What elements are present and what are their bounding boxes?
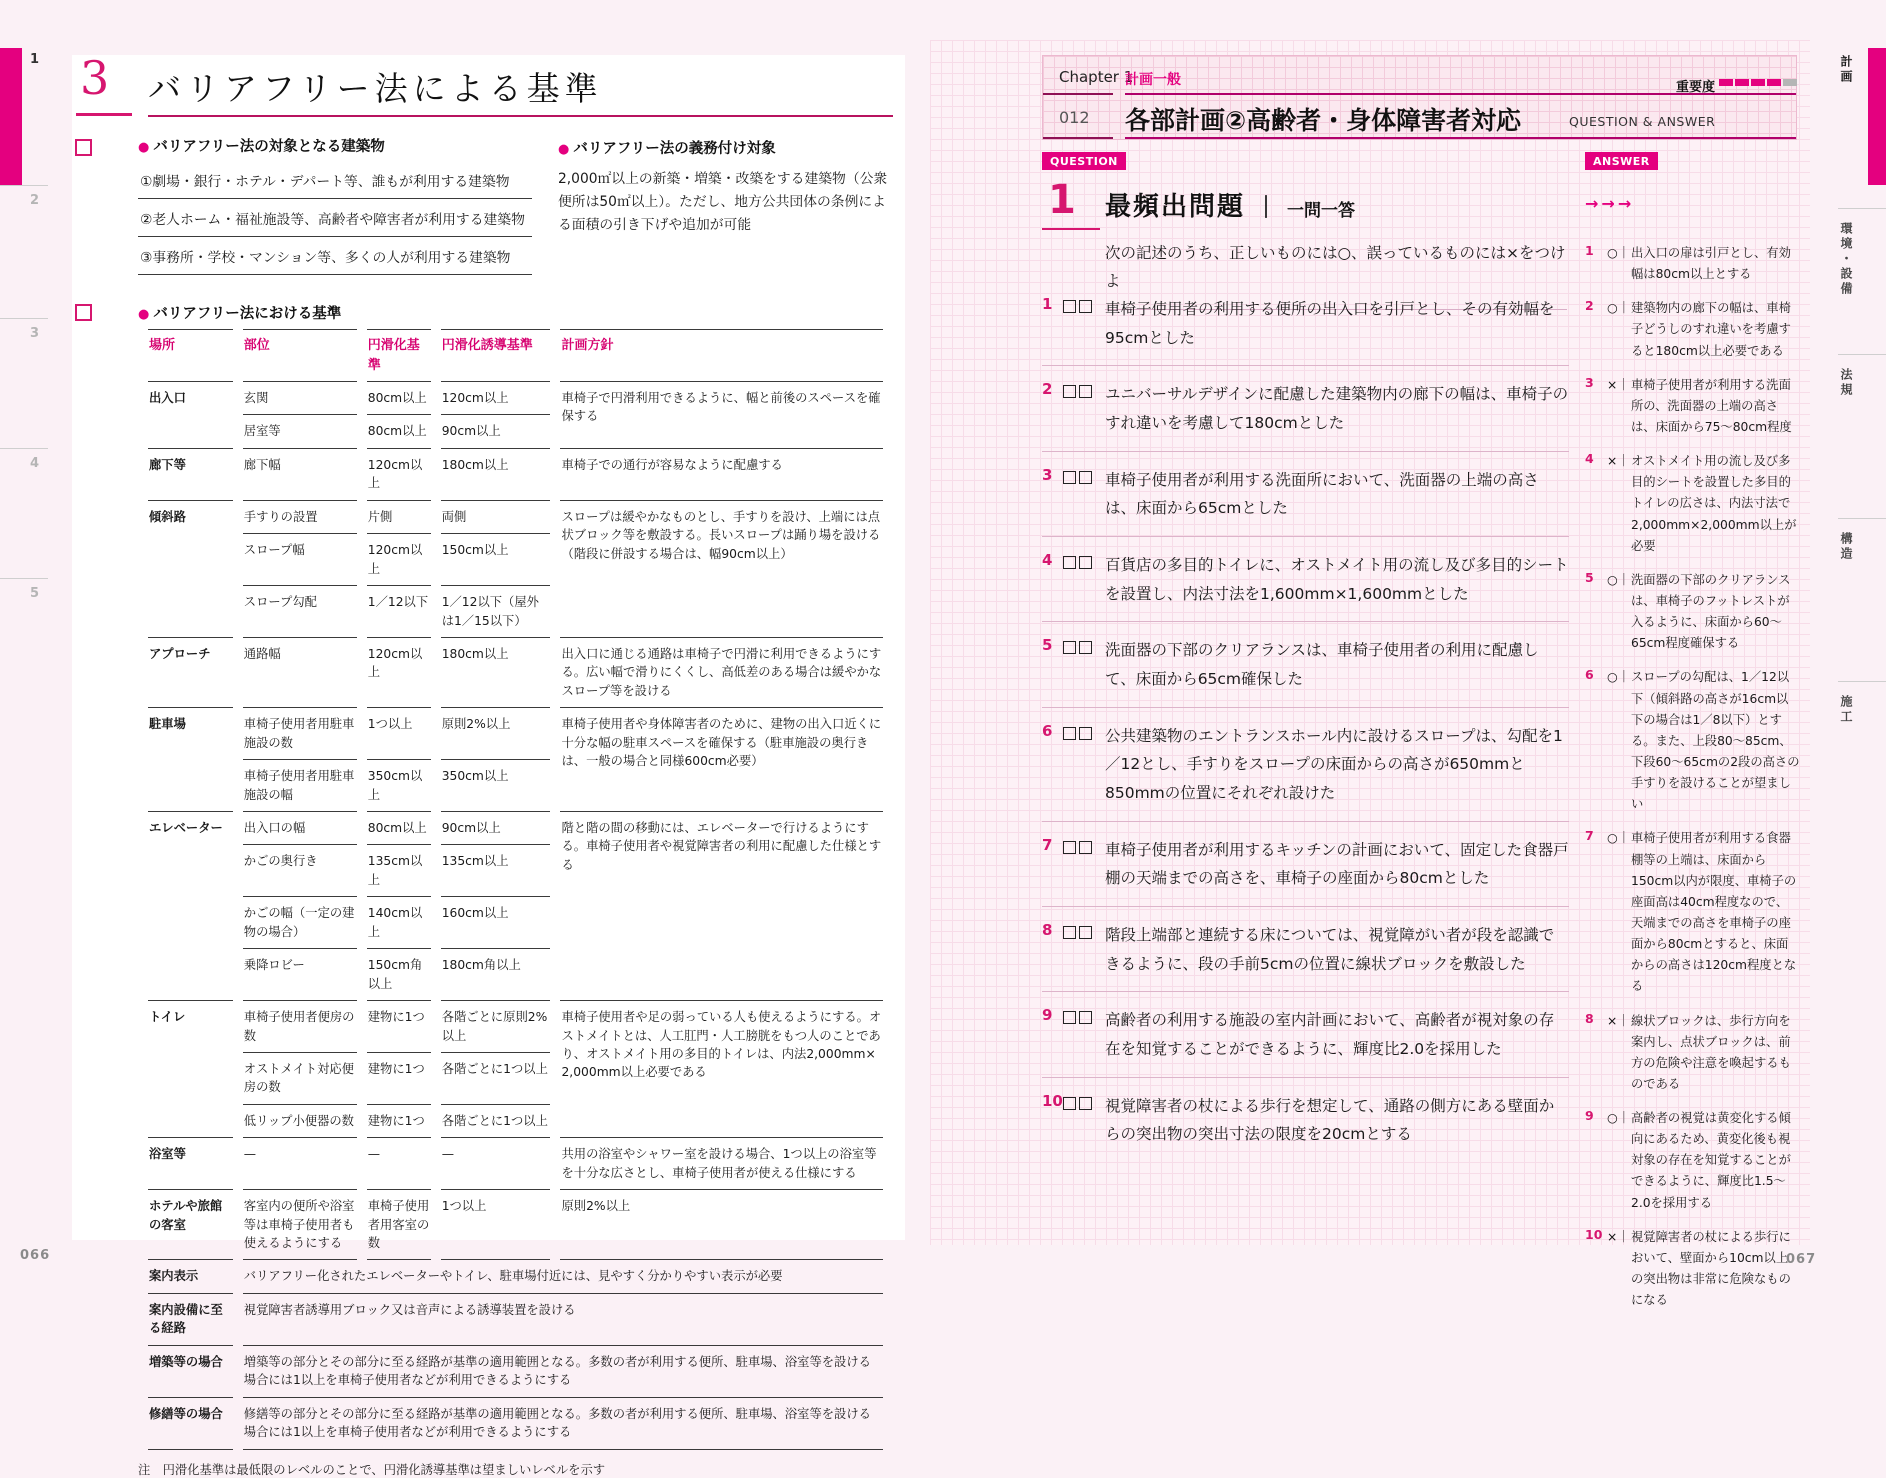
table-cell: 車椅子使用者用駐車施設の幅 bbox=[243, 760, 357, 812]
importance-bar-segment bbox=[1751, 79, 1765, 86]
table-cell: — bbox=[441, 1138, 551, 1190]
table-cell: 1／12以下（屋外は1／15以下） bbox=[441, 586, 551, 638]
table-cell: スロープ勾配 bbox=[243, 586, 357, 638]
table-cell: 原則2%以上 bbox=[441, 708, 551, 760]
table-cell: 玄関 bbox=[243, 382, 357, 415]
table-header-cell: 計画方針 bbox=[560, 329, 883, 382]
standards-table bbox=[138, 329, 893, 1450]
question-number-rule bbox=[1042, 228, 1100, 230]
question-text: 高齢者の利用する施設の室内計画において、高齢者が視対象の存在を知覚することができるように、輝度比2.0を採用した bbox=[1105, 1011, 1555, 1059]
lesson-number: 012 bbox=[1059, 108, 1090, 127]
subject-tab-divider bbox=[1838, 518, 1886, 519]
question-text: 視覚障害者の杖による歩行を想定して、通路の側方にある壁面からの突出物の突出寸法の限度を20cmとする bbox=[1105, 1096, 1555, 1144]
answer-checkbox-icon bbox=[1079, 471, 1092, 484]
question-number: 9 bbox=[1042, 1006, 1053, 1025]
table-row bbox=[148, 501, 883, 534]
header-rule bbox=[1043, 137, 1113, 139]
answer-checkbox-icon bbox=[1079, 727, 1092, 740]
answer-item bbox=[1585, 1227, 1800, 1312]
answer-text: 出入口の扉は引戸とし、有効幅は80cm以上とする bbox=[1631, 246, 1791, 282]
table-row bbox=[148, 382, 883, 415]
table-cell: 135cm以上 bbox=[367, 845, 431, 897]
answer-list bbox=[1585, 243, 1800, 1324]
table-header-cell: 部位 bbox=[243, 329, 357, 382]
target-building-item: ①劇場・銀行・ホテル・デパート等、誰もが利用する建築物 bbox=[138, 161, 532, 199]
answer-item bbox=[1585, 1011, 1800, 1096]
page-number-left: 066 bbox=[20, 1248, 51, 1263]
answer-number: 10 bbox=[1585, 1226, 1603, 1242]
title-rule bbox=[148, 115, 893, 117]
importance-bar-segment bbox=[1767, 79, 1781, 86]
table-row bbox=[148, 329, 883, 382]
category-label: 計画一般 bbox=[1125, 72, 1181, 88]
bullet-icon: ● bbox=[558, 142, 570, 157]
table-cell: 階と階の間の移動には、エレベーターで行けるようにする。車椅子使用者や視覚障害者の利用に配慮した仕様とする bbox=[560, 812, 883, 1001]
question-text: 車椅子使用者が利用する洗面所において、洗面器の上端の高さは、床面から65cmとした bbox=[1105, 470, 1539, 518]
answer-number: 4 bbox=[1585, 451, 1594, 467]
question-number-column bbox=[1042, 722, 1105, 808]
table-cell: 低リップ小便器の数 bbox=[243, 1105, 357, 1138]
question-item bbox=[1042, 722, 1569, 822]
table-cell: 視覚障害者誘導用ブロック又は音声による誘導装置を設ける bbox=[243, 1294, 883, 1346]
header-rule bbox=[1125, 137, 1796, 139]
target-building-item: ③事務所・学校・マンション等、多くの人が利用する建築物 bbox=[138, 237, 532, 275]
table-row bbox=[148, 1138, 883, 1190]
active-subject-bar bbox=[1868, 48, 1886, 185]
question-item bbox=[1042, 836, 1569, 907]
answer-mark: ○｜ bbox=[1607, 301, 1631, 316]
table-row-label: 浴室等 bbox=[148, 1138, 233, 1190]
left-page bbox=[72, 51, 905, 1477]
table-cell: 両側 bbox=[441, 501, 551, 534]
answer-item bbox=[1585, 375, 1800, 438]
table-cell: 共用の浴室やシャワー室を設ける場合、1つ以上の浴室等を十分な広さとし、車椅子使用者が使える仕様にする bbox=[560, 1138, 883, 1190]
table-row bbox=[148, 449, 883, 501]
question-list bbox=[1042, 295, 1569, 1176]
answer-checkbox-icon bbox=[1079, 300, 1092, 313]
table-row bbox=[148, 1190, 883, 1260]
table-row bbox=[148, 638, 883, 708]
question-text: ユニバーサルデザインに配慮した建築物内の廊下の幅は、車椅子のすれ違いを考慮して180cmとした bbox=[1105, 385, 1569, 433]
table-cell: 建物に1つ bbox=[367, 1001, 431, 1053]
answer-number: 7 bbox=[1585, 828, 1594, 844]
table-row bbox=[148, 812, 883, 845]
question-item bbox=[1042, 921, 1569, 992]
table-cell: — bbox=[243, 1138, 357, 1190]
target-building-item: ②老人ホーム・福祉施設等、高齢者や障害者が利用する建築物 bbox=[138, 199, 532, 237]
header-rule bbox=[1043, 93, 1113, 95]
question-number: 6 bbox=[1042, 721, 1053, 740]
question-text: 百貨店の多目的トイレに、オストメイト用の流し及び多目的シートを設置し、内法寸法を1,600mm×1,600mmとした bbox=[1105, 556, 1569, 603]
answer-checkbox-icon bbox=[1063, 727, 1076, 740]
question-text: 車椅子使用者が利用するキッチンの計画において、固定した食器戸棚の天端までの高さを、車椅子の座面から80cmとした bbox=[1105, 840, 1569, 888]
table-note: 注 円滑化基準は最低限のレベルのことで、円滑化誘導基準は望ましいレベルを示す bbox=[138, 1462, 606, 1477]
question-item bbox=[1042, 1092, 1569, 1162]
answer-text: 視覚障害者の杖による歩行において、壁面から10cm以上の突出物は非常に危険なものになる bbox=[1631, 1229, 1791, 1308]
table-cell: 各階ごとに原則2%以上 bbox=[441, 1001, 551, 1053]
table-cell: 120cm以上 bbox=[441, 382, 551, 415]
table-cell: 通路幅 bbox=[243, 638, 357, 708]
answer-text: 高齢者の視覚は黄変化する傾向にあるため、黄変化後も視対象の存在を知覚することができるように、輝度比1.5～2.0を採用する bbox=[1631, 1111, 1791, 1210]
answer-checkbox-icon bbox=[1063, 841, 1076, 854]
chapter-tab-3: 3 bbox=[30, 326, 40, 341]
table-cell: 車椅子で円滑利用できるように、幅と前後のスペースを確保する bbox=[560, 382, 883, 449]
question-number: 3 bbox=[1042, 465, 1053, 484]
standards-heading: バリアフリー法における基準 bbox=[153, 306, 342, 322]
subject-tab-5: 施工 bbox=[1839, 695, 1853, 725]
answer-checkbox-icon bbox=[1063, 556, 1076, 569]
active-chapter-bar bbox=[0, 48, 22, 185]
subject-tab-3: 法規 bbox=[1839, 368, 1853, 398]
answer-mark: ○｜ bbox=[1607, 246, 1631, 260]
table-row-label: トイレ bbox=[148, 1001, 233, 1138]
table-cell: 180cm角以上 bbox=[441, 949, 551, 1001]
chapter-tab-2: 2 bbox=[30, 193, 40, 208]
table-cell: 80cm以上 bbox=[367, 812, 431, 845]
answer-checkbox-icon bbox=[1063, 1097, 1076, 1110]
question-number: 8 bbox=[1042, 921, 1053, 940]
answer-checkbox-icon bbox=[1079, 641, 1092, 654]
table-row bbox=[148, 1346, 883, 1398]
question-number: 10 bbox=[1042, 1091, 1063, 1110]
table-cell: 車椅子使用者用客室の数 bbox=[367, 1190, 431, 1260]
table-row bbox=[148, 1294, 883, 1346]
table-row-label: 出入口 bbox=[148, 382, 233, 449]
answer-number: 2 bbox=[1585, 298, 1594, 314]
table-cell: オストメイト対応便房の数 bbox=[243, 1053, 357, 1105]
table-row-label: 廊下等 bbox=[148, 449, 233, 501]
question-number: 5 bbox=[1042, 636, 1053, 655]
table-cell: 1つ以上 bbox=[441, 1190, 551, 1260]
table-cell: 350cm以上 bbox=[367, 760, 431, 812]
table-cell: 出入口に通じる通路は車椅子で円滑に利用できるようにする。広い幅で滑りにくくし、高低差のある場合は緩やかなスロープ等を設ける bbox=[560, 638, 883, 708]
question-section-number: 1 bbox=[1042, 178, 1100, 230]
table-cell: スロープは緩やかなものとし、手すりを設け、上端には点状ブロック等を敷設する。長いスロープは踊り場を設ける（階段に併設する場合は、幅90cm以上） bbox=[560, 501, 883, 638]
question-number-column bbox=[1042, 380, 1105, 437]
table-cell: 90cm以上 bbox=[441, 812, 551, 845]
table-row-label: アプローチ bbox=[148, 638, 233, 708]
answer-item bbox=[1585, 1108, 1800, 1214]
table-row bbox=[148, 708, 883, 760]
importance-label: 重要度 bbox=[1676, 80, 1716, 95]
table-cell: 廊下幅 bbox=[243, 449, 357, 501]
obligation-block bbox=[558, 137, 893, 236]
answer-checkbox-icon bbox=[1079, 1011, 1092, 1024]
importance-bar-segment bbox=[1719, 79, 1733, 86]
question-text: 車椅子使用者の利用する便所の出入口を引戸とし、その有効幅を95cmとした bbox=[1105, 300, 1555, 347]
answer-item bbox=[1585, 298, 1800, 361]
answer-item bbox=[1585, 243, 1800, 285]
question-text: 公共建築物のエントランスホール内に設けるスロープは、勾配を1／12とし、手すりをスロープの床面からの高さが650mmと850mmの位置にそれぞれ設けた bbox=[1105, 726, 1563, 803]
section-checkbox-icon bbox=[75, 304, 92, 321]
answer-checkbox-icon bbox=[1079, 926, 1092, 939]
table-cell: 手すりの設置 bbox=[243, 501, 357, 534]
answer-text: 建築物内の廊下の幅は、車椅子どうしのすれ違いを考慮すると180cm以上必要である bbox=[1631, 301, 1791, 358]
question-number: 1 bbox=[1042, 295, 1053, 313]
question-item bbox=[1042, 295, 1569, 366]
table-header-cell: 円滑化誘導基準 bbox=[441, 329, 551, 382]
chapter-tab-1: 1 bbox=[30, 52, 40, 67]
table-row-label: 修繕等の場合 bbox=[148, 1398, 233, 1450]
table-row-label: エレベーター bbox=[148, 812, 233, 1001]
answer-mark: ×｜ bbox=[1607, 454, 1630, 469]
answer-checkbox-icon bbox=[1079, 385, 1092, 398]
table-cell: 120cm以上 bbox=[367, 449, 431, 501]
table-cell: スロープ幅 bbox=[243, 534, 357, 586]
answer-mark: ○｜ bbox=[1607, 572, 1631, 587]
table-cell: 80cm以上 bbox=[367, 382, 431, 415]
question-number-column bbox=[1042, 466, 1105, 523]
answer-text: 線状ブロックは、歩行方向を案内し、点状ブロックは、前方の危険や注意を喚起するものである bbox=[1631, 1013, 1791, 1091]
table-cell: 80cm以上 bbox=[367, 415, 431, 448]
table-cell: — bbox=[367, 1138, 431, 1190]
answer-number: 1 bbox=[1585, 243, 1594, 258]
table-cell: 90cm以上 bbox=[441, 415, 551, 448]
table-cell: 修繕等の部分とその部分に至る経路が基準の適用範囲となる。多数の者が利用する便所、駐車場、浴室等を設ける場合には1以上を車椅子使用者などが利用できるようにする bbox=[243, 1398, 883, 1450]
table-cell: 1／12以下 bbox=[367, 586, 431, 638]
table-cell: 各階ごとに1つ以上 bbox=[441, 1105, 551, 1138]
answer-text: スロープの勾配は、1／12以下（傾斜路の高さが16cm以下の場合は1／8以下）とする。また、上段80～85cm、下段60～65cmの2段の高さの手すりを設けることが望ましい bbox=[1631, 670, 1800, 812]
table-cell: 135cm以上 bbox=[441, 845, 551, 897]
table-cell: 150cm角以上 bbox=[367, 949, 431, 1001]
answer-text: 車椅子使用者が利用する洗面所の、洗面器の上端の高さは、床面から75～80cm程度 bbox=[1631, 377, 1792, 434]
right-margin-tabs bbox=[1830, 0, 1886, 900]
question-number-column bbox=[1042, 836, 1105, 893]
table-cell: 建物に1つ bbox=[367, 1053, 431, 1105]
question-item bbox=[1042, 380, 1569, 451]
question-heading: 最頻出問題 ｜ 一問一答 bbox=[1105, 192, 1356, 222]
table-cell: 車椅子使用者便房の数 bbox=[243, 1001, 357, 1053]
importance-meter bbox=[1719, 79, 1797, 86]
answer-arrows-icon: →→→ bbox=[1585, 194, 1635, 213]
table-cell: 180cm以上 bbox=[441, 638, 551, 708]
table-row-label: ホテルや旅館の客室 bbox=[148, 1190, 233, 1260]
question-number-column bbox=[1042, 636, 1105, 693]
subject-tab-4: 構造 bbox=[1839, 532, 1853, 562]
table-row bbox=[148, 1260, 883, 1293]
answer-mark: ○｜ bbox=[1607, 1111, 1631, 1126]
table-cell: 居室等 bbox=[243, 415, 357, 448]
table-cell: 120cm以上 bbox=[367, 534, 431, 586]
table-header-cell: 場所 bbox=[148, 329, 233, 382]
table-row-label: 案内設備に至る経路 bbox=[148, 1294, 233, 1346]
answer-number: 5 bbox=[1585, 569, 1594, 585]
chapter-tab-5: 5 bbox=[30, 586, 40, 601]
table-row-label: 増築等の場合 bbox=[148, 1346, 233, 1398]
answer-checkbox-icon bbox=[1079, 841, 1092, 854]
answer-item bbox=[1585, 828, 1800, 997]
question-item bbox=[1042, 466, 1569, 537]
answer-item bbox=[1585, 667, 1800, 815]
table-cell: 原則2%以上 bbox=[560, 1190, 883, 1260]
subject-tab-2: 環境・設備 bbox=[1839, 222, 1853, 297]
answer-text: 車椅子使用者が利用する食器棚等の上端は、床面から150cm以内が限度、車椅子の座面高は40cm程度なので、天端までの高さを車椅子の座面から80cmとすると、床面からの高さは120cm程度となる bbox=[1631, 831, 1797, 994]
bullet-icon: ● bbox=[138, 140, 150, 155]
table-row-label: 案内表示 bbox=[148, 1260, 233, 1293]
question-intro: 次の記述のうち、正しいものには○、誤っているものには×をつけよ bbox=[1105, 240, 1567, 310]
subject-tab-divider bbox=[1838, 354, 1886, 355]
table-cell: 車椅子使用者や足の弱っている人も使えるようにする。オストメイトとは、人工肛門・人工膀胱をもつ人のことであり、オストメイト用の多目的トイレは、内法2,000mm×2,000mm以上必要である bbox=[560, 1001, 883, 1138]
obligation-heading: バリアフリー法の義務付け対象 bbox=[573, 141, 776, 157]
question-number: 4 bbox=[1042, 551, 1053, 570]
question-number-column bbox=[1042, 551, 1105, 608]
answer-mark: ×｜ bbox=[1607, 1013, 1630, 1028]
answer-checkbox-icon bbox=[1063, 385, 1076, 398]
bullet-icon: ● bbox=[138, 307, 150, 322]
table-cell: 各階ごとに1つ以上 bbox=[441, 1053, 551, 1105]
answer-checkbox-icon bbox=[1079, 1097, 1092, 1110]
table-row bbox=[148, 1398, 883, 1450]
table-cell: 乗降ロビー bbox=[243, 949, 357, 1001]
question-number: 7 bbox=[1042, 835, 1053, 854]
question-text: 階段上端部と連続する床については、視覚障がい者が段を認識できるように、段の手前5cmの位置に線状ブロックを敷設した bbox=[1105, 926, 1555, 973]
heading-separator: ｜ bbox=[1255, 196, 1278, 221]
answer-number: 9 bbox=[1585, 1108, 1594, 1124]
importance-bar-segment bbox=[1735, 79, 1749, 86]
question-item bbox=[1042, 551, 1569, 622]
answer-checkbox-icon bbox=[1063, 641, 1076, 654]
table-cell: 車椅子使用者や身体障害者のために、建物の出入口近くに十分な幅の駐車スペースを確保する（駐車施設の奥行きは、一般の場合と同様600cm必要） bbox=[560, 708, 883, 812]
answer-checkbox-icon bbox=[1063, 926, 1076, 939]
subject-tab-1: 計画 bbox=[1839, 55, 1853, 85]
table-cell: バリアフリー化されたエレベーターやトイレ、駐車場付近には、見やすく分かりやすい表示が必要 bbox=[243, 1260, 883, 1293]
page-number-right: 067 bbox=[1786, 1252, 1817, 1267]
chapter-tab-divider bbox=[0, 448, 48, 449]
table-cell: 車椅子での通行が容易なように配慮する bbox=[560, 449, 883, 501]
question-number: 2 bbox=[1042, 380, 1053, 399]
answer-number: 3 bbox=[1585, 374, 1594, 390]
table-row-label: 傾斜路 bbox=[148, 501, 233, 638]
answer-mark: ×｜ bbox=[1607, 377, 1630, 392]
table-cell: かごの奥行き bbox=[243, 845, 357, 897]
page-title: バリアフリー法による基準 bbox=[148, 69, 603, 108]
table-row bbox=[148, 1001, 883, 1053]
question-number-column bbox=[1042, 295, 1105, 352]
answer-item bbox=[1585, 451, 1800, 557]
answer-number: 6 bbox=[1585, 667, 1594, 683]
answer-checkbox-icon bbox=[1063, 471, 1076, 484]
table-cell: 出入口の幅 bbox=[243, 812, 357, 845]
table-cell: 増築等の部分とその部分に至る経路が基準の適用範囲となる。多数の者が利用する便所、駐車場、浴室等を設ける場合には1以上を車椅子使用者などが利用できるようにする bbox=[243, 1346, 883, 1398]
answer-text: オストメイト用の流し及び多目的シートを設置した多目的トイレの広さは、内法寸法で2,000mm×2,000mm以上が必要 bbox=[1631, 454, 1797, 553]
lesson-header bbox=[1042, 55, 1797, 140]
table-cell: 客室内の便所や浴室等は車椅子使用者も使えるようにする bbox=[243, 1190, 357, 1260]
question-item bbox=[1042, 1006, 1569, 1077]
table-cell: 140cm以上 bbox=[367, 897, 431, 949]
answer-mark: ×｜ bbox=[1607, 1229, 1630, 1244]
table-cell: 150cm以上 bbox=[441, 534, 551, 586]
chapter-tab-divider bbox=[0, 578, 48, 579]
table-cell: 160cm以上 bbox=[441, 897, 551, 949]
answer-item bbox=[1585, 570, 1800, 655]
table-cell: 350cm以上 bbox=[441, 760, 551, 812]
table-cell: 車椅子使用者用駐車施設の数 bbox=[243, 708, 357, 760]
answer-checkbox-icon bbox=[1063, 300, 1076, 313]
chapter-tab-4: 4 bbox=[30, 456, 40, 471]
subject-tab-divider bbox=[1838, 681, 1886, 682]
standards-section bbox=[138, 302, 893, 1478]
lesson-title: 各部計画②高齢者・身体障害者対応 bbox=[1125, 106, 1522, 135]
section-number-rule bbox=[76, 113, 132, 116]
table-cell: 120cm以上 bbox=[367, 638, 431, 708]
question-tag: QUESTION bbox=[1042, 152, 1126, 170]
obligation-body: 2,000㎡以上の新築・増築・改築をする建築物（公衆便所は50㎡以上）。ただし、地方公共団体の条例による面積の引き下げや追加が可能 bbox=[558, 171, 888, 233]
question-number-column bbox=[1042, 1006, 1105, 1063]
target-buildings-list bbox=[138, 161, 532, 275]
question-text: 洗面器の下部のクリアランスは、車椅子使用者の利用に配慮して、床面から65cm確保した bbox=[1105, 641, 1539, 689]
importance-bar-segment bbox=[1783, 79, 1797, 86]
table-cell: 片側 bbox=[367, 501, 431, 534]
answer-mark: ○｜ bbox=[1607, 831, 1631, 846]
table-cell: 1つ以上 bbox=[367, 708, 431, 760]
qa-label: QUESTION & ANSWER bbox=[1569, 114, 1716, 129]
chapter-tab-divider bbox=[0, 185, 48, 186]
table-cell: 180cm以上 bbox=[441, 449, 551, 501]
target-buildings-heading: ● バリアフリー法の対象となる建築物 bbox=[138, 139, 385, 155]
answer-number: 8 bbox=[1585, 1010, 1594, 1026]
answer-tag: ANSWER bbox=[1585, 152, 1658, 170]
section-checkbox-icon bbox=[75, 139, 92, 156]
table-cell: 建物に1つ bbox=[367, 1105, 431, 1138]
question-number-column bbox=[1042, 921, 1105, 978]
question-item bbox=[1042, 636, 1569, 707]
answer-mark: ○｜ bbox=[1607, 670, 1631, 685]
question-number-column bbox=[1042, 1092, 1105, 1149]
answer-checkbox-icon bbox=[1063, 1011, 1076, 1024]
chapter-label: Chapter 1 bbox=[1059, 68, 1134, 86]
left-margin-tabs bbox=[0, 0, 60, 700]
answer-checkbox-icon bbox=[1079, 556, 1092, 569]
subject-tab-divider bbox=[1838, 208, 1886, 209]
chapter-tab-divider bbox=[0, 318, 48, 319]
section-number: 3 bbox=[80, 51, 110, 105]
table-header-cell: 円滑化基準 bbox=[367, 329, 431, 382]
answer-text: 洗面器の下部のクリアランスは、車椅子のフットレストが入るように、床面から60～65cm程度確保する bbox=[1631, 572, 1791, 651]
table-row-label: 駐車場 bbox=[148, 708, 233, 812]
table-cell: かごの幅（一定の建物の場合） bbox=[243, 897, 357, 949]
